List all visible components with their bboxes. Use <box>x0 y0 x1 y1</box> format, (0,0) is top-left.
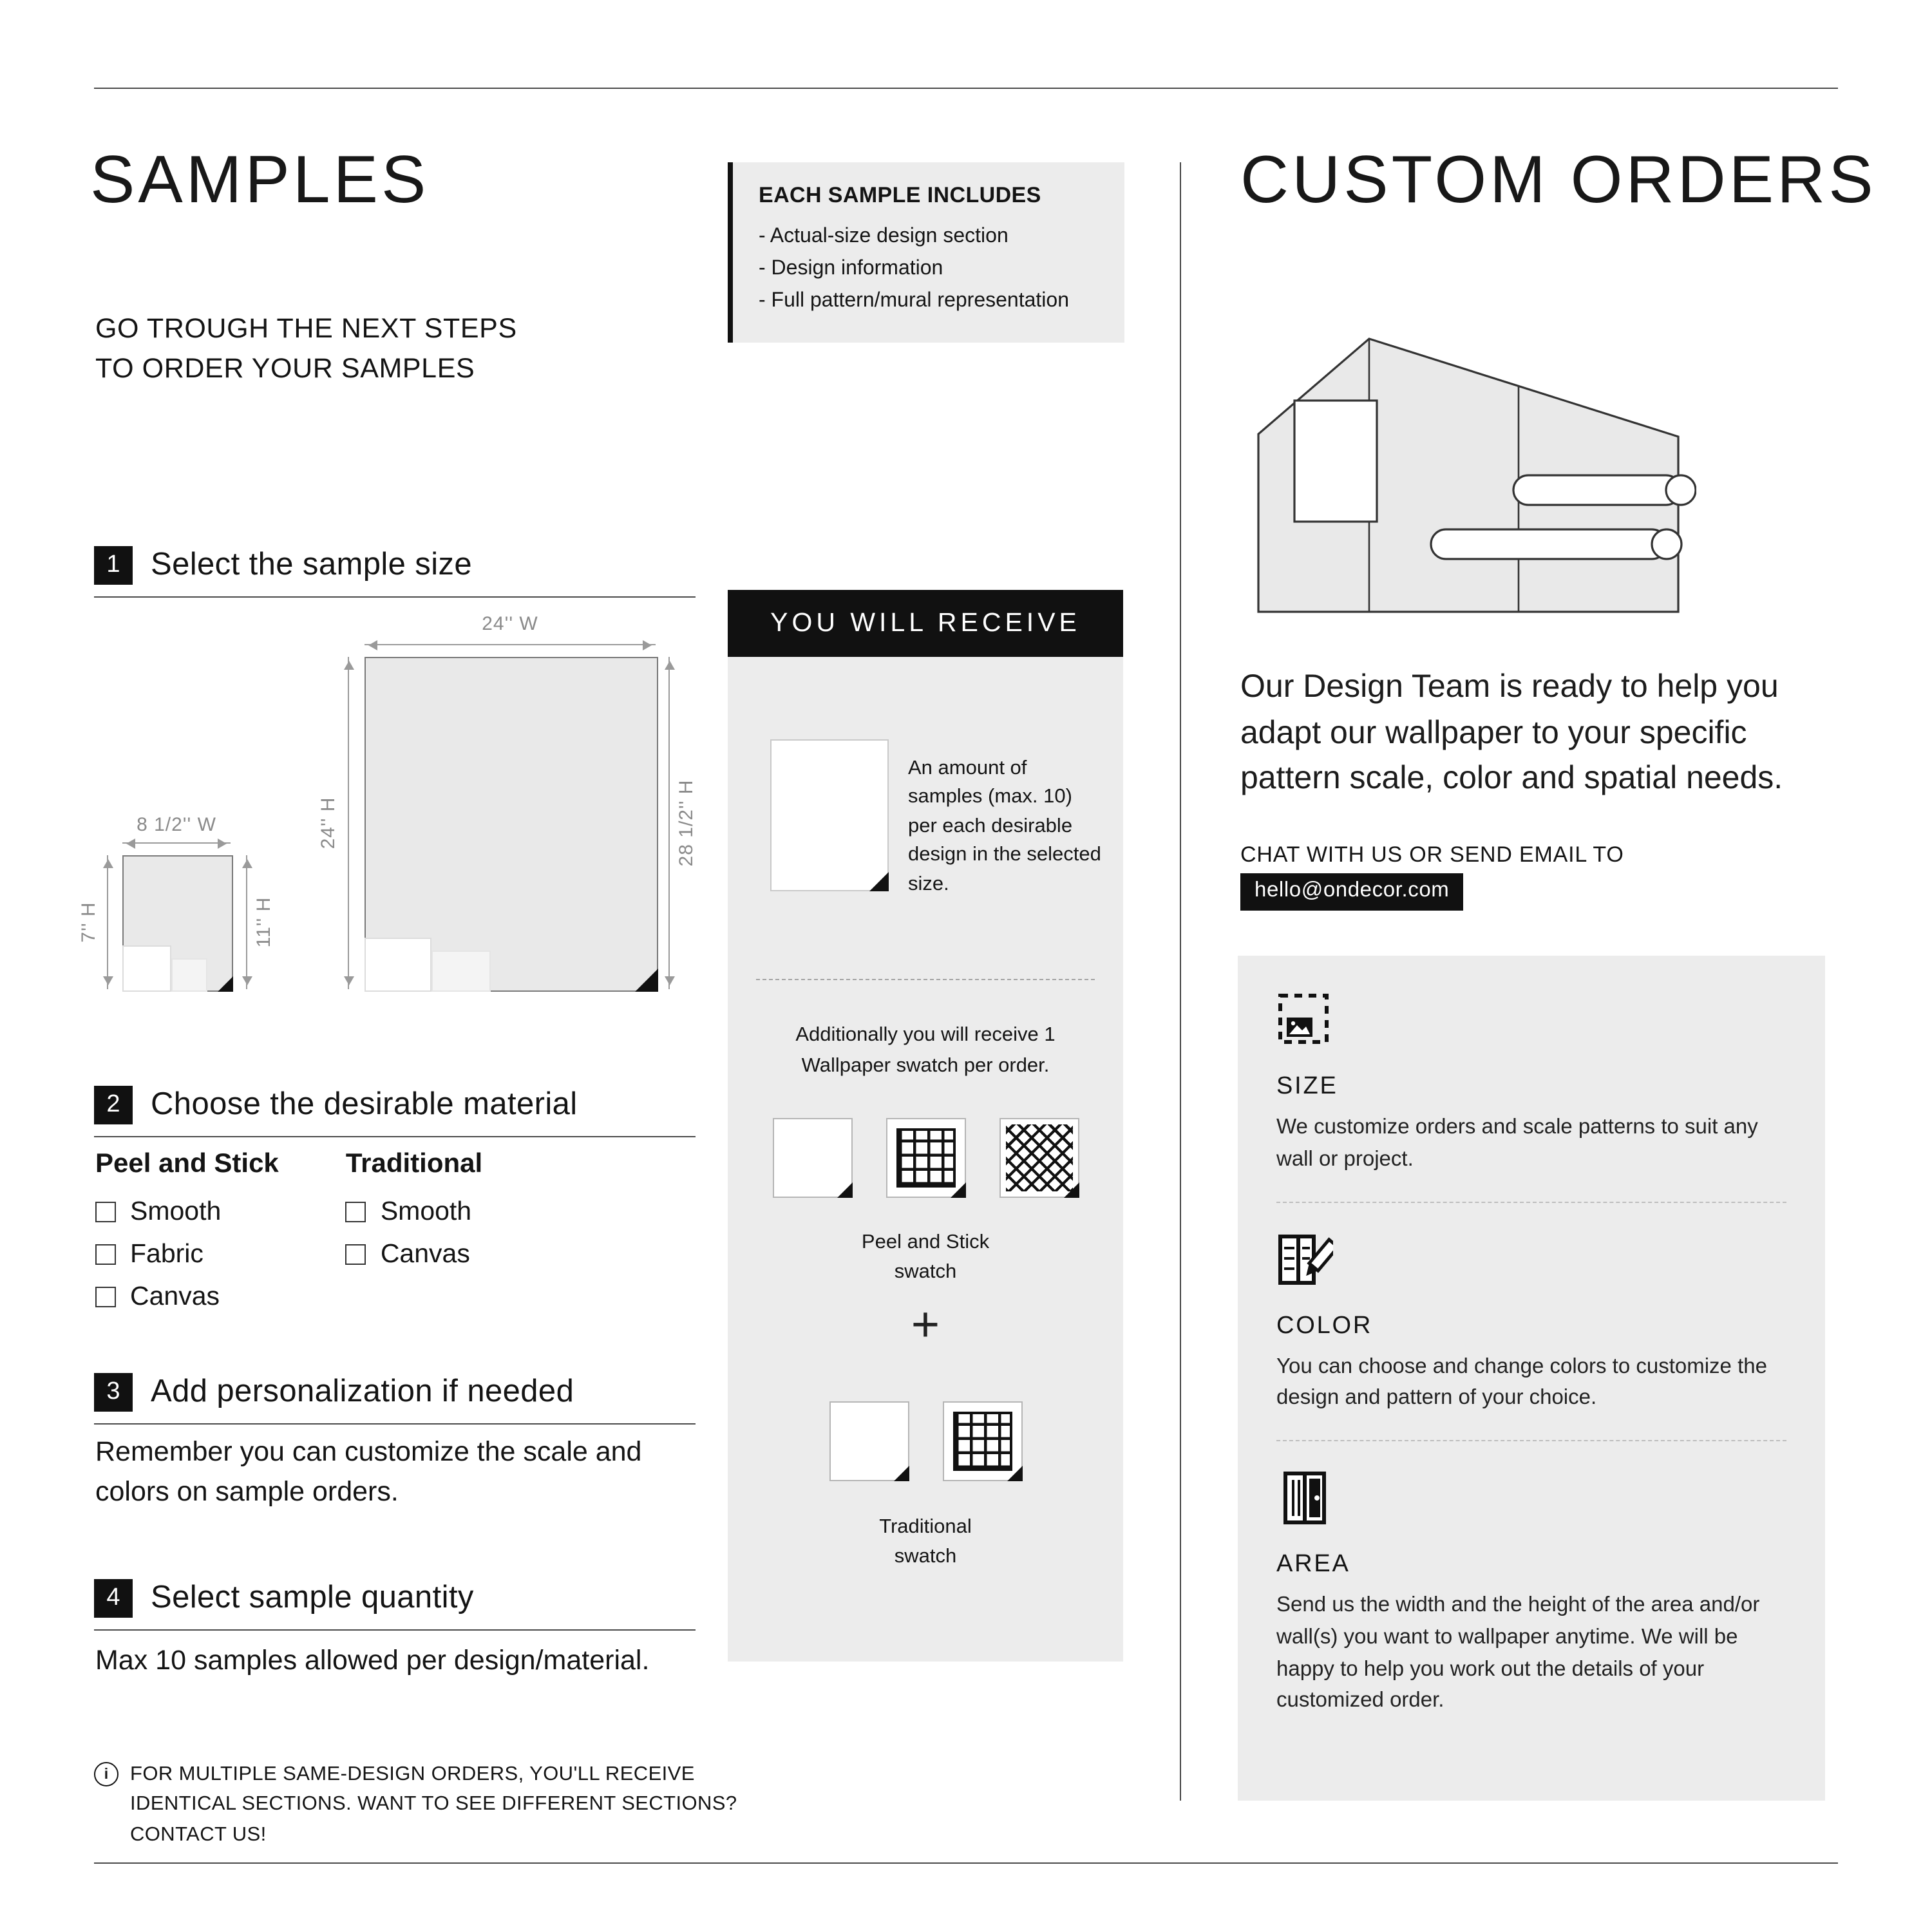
small-sample-height-dim-right <box>246 855 247 989</box>
small-sample-inner-swatch <box>122 945 171 992</box>
material-option <box>95 1282 279 1312</box>
step-3-label: Add personalization if needed <box>151 1374 574 1409</box>
traditional-title: Traditional <box>345 1149 483 1179</box>
includes-item: - Full pattern/mural representation <box>759 289 1069 312</box>
house-wallpaper-illustration <box>1238 326 1696 617</box>
large-sample-width-dim <box>365 644 656 645</box>
grid-swatch-icon <box>942 1401 1022 1481</box>
material-option-label: Canvas <box>380 1239 470 1269</box>
folded-corner-icon <box>1063 1182 1079 1198</box>
framed-panel <box>1294 401 1377 522</box>
material-option-label: Fabric <box>130 1239 204 1269</box>
dashed-divider <box>1276 1201 1786 1202</box>
materials-section <box>95 1149 482 1324</box>
traditional-swatch-label <box>728 1512 1123 1572</box>
grid-swatch-icon <box>886 1118 965 1198</box>
peel-swatch-label-line2: swatch <box>894 1261 957 1283</box>
peel-and-stick-title: Peel and Stick <box>95 1149 279 1179</box>
step-4-label: Select sample quantity <box>151 1580 474 1615</box>
step-4-number: 4 <box>94 1579 133 1618</box>
checkbox[interactable] <box>346 1202 366 1222</box>
wallpaper-roll-icon <box>1431 529 1681 559</box>
custom-orders-panel <box>1238 956 1825 1801</box>
each-sample-includes-box <box>728 162 1124 343</box>
checkbox[interactable] <box>95 1244 116 1265</box>
grid-pattern <box>952 1412 1012 1471</box>
feature-size-text: We customize orders and scale patterns to suit any wall or project. <box>1276 1115 1758 1171</box>
dashed-divider <box>756 979 1095 980</box>
feature-color-text: You can choose and change colors to customize the design and pattern of your choice. <box>1276 1354 1767 1410</box>
large-sample-inner-swatch-2 <box>431 951 491 992</box>
material-option <box>346 1197 482 1227</box>
small-sample-height-label: 7'' H <box>78 902 100 943</box>
sample-page-icon <box>770 739 889 891</box>
samples-title: SAMPLES <box>90 143 430 218</box>
material-option <box>346 1239 482 1270</box>
material-option-label: Smooth <box>130 1197 222 1226</box>
peel-swatch-label <box>728 1227 1123 1287</box>
step-1 <box>94 546 696 598</box>
checkbox[interactable] <box>95 1287 116 1307</box>
custom-orders-intro: Our Design Team is ready to help you adapt our wallpaper to your specific pattern scale, color and spatial needs. <box>1240 668 1783 796</box>
step-2-number: 2 <box>94 1086 133 1124</box>
folded-corner-icon <box>635 969 658 992</box>
large-sample-full-height-label: 28 1/2'' H <box>676 779 697 867</box>
includes-title: EACH SAMPLE INCLUDES <box>759 183 1041 207</box>
info-note-text: FOR MULTIPLE SAME-DESIGN ORDERS, YOU'LL RECEIVE IDENTICAL SECTIONS. WANT TO SEE DIFFERENT SECTIONS? CONTACT US! <box>130 1763 737 1845</box>
traditional-column <box>346 1149 482 1324</box>
includes-item: - Actual-size design section <box>759 225 1009 247</box>
step-3 <box>94 1373 696 1425</box>
large-sample-height-dim-right <box>668 657 670 989</box>
large-sample-height-dim-left <box>348 657 349 989</box>
personalization-note: Remember you can customize the scale and colors on sample orders. <box>95 1436 642 1507</box>
feature-color-title: COLOR <box>1276 1312 1373 1339</box>
folded-corner-icon <box>950 1182 965 1198</box>
step-2-label: Choose the desirable material <box>151 1087 578 1122</box>
size-icon <box>1276 992 1333 1048</box>
folded-corner-icon <box>869 872 889 891</box>
traditional-swatch-label-line2: swatch <box>894 1546 957 1568</box>
material-option-label: Smooth <box>380 1197 472 1226</box>
feature-area-title: AREA <box>1276 1551 1350 1578</box>
you-will-receive-banner: YOU WILL RECEIVE <box>728 590 1123 657</box>
peel-and-stick-column <box>95 1149 279 1324</box>
folded-corner-icon <box>837 1182 852 1198</box>
large-sample-swatch <box>365 657 658 992</box>
folded-corner-icon <box>218 976 233 992</box>
info-note <box>94 1759 918 1850</box>
receive-samples-text: An amount of samples (max. 10) per each desirable design in the selected size. <box>908 757 1101 895</box>
checkbox[interactable] <box>95 1202 116 1222</box>
small-sample-swatch <box>122 855 233 992</box>
traditional-swatch-row <box>728 1401 1123 1481</box>
plus-sign: + <box>911 1298 940 1352</box>
receive-additional-text: Additionally you will receive 1 Wallpaper swatch per order. <box>795 1024 1056 1077</box>
step-1-number: 1 <box>94 546 133 585</box>
top-rule <box>94 88 1838 89</box>
dashed-divider <box>1276 1440 1786 1441</box>
folded-corner-icon <box>893 1466 909 1481</box>
material-option-label: Canvas <box>130 1282 220 1311</box>
peel-swatch-label-line1: Peel and Stick <box>861 1231 990 1253</box>
large-sample-height-label: 24'' H <box>317 797 339 849</box>
samples-intro <box>95 309 517 390</box>
step-4 <box>94 1579 696 1631</box>
peel-and-stick-swatch-row <box>728 1118 1123 1198</box>
email-chip[interactable]: hello@ondecor.com <box>1240 873 1463 911</box>
custom-orders-title: CUSTOM ORDERS <box>1240 143 1877 218</box>
area-icon <box>1276 1470 1333 1526</box>
small-sample-inner-swatch-2 <box>171 958 207 992</box>
traditional-swatch-label-line1: Traditional <box>879 1516 972 1538</box>
step-3-number: 3 <box>94 1373 133 1412</box>
chat-with-us-label: CHAT WITH US OR SEND EMAIL TO <box>1240 842 1624 867</box>
feature-area-text: Send us the width and the height of the area and/or wall(s) you want to wallpaper anytime. We will be happy to help you work out the details of your customized order. <box>1276 1593 1760 1712</box>
small-sample-height-dim-left <box>107 855 108 989</box>
bottom-rule <box>94 1862 1838 1864</box>
feature-size-title: SIZE <box>1276 1073 1338 1100</box>
includes-item: - Design information <box>759 257 943 279</box>
quantity-note: Max 10 samples allowed per design/material. <box>95 1645 650 1676</box>
crosshatch-pattern <box>1005 1124 1072 1191</box>
large-sample-width-label: 24'' W <box>482 613 538 635</box>
plain-swatch-icon <box>829 1401 909 1481</box>
step-2 <box>94 1086 696 1137</box>
samples-intro-line1: GO TROUGH THE NEXT STEPS <box>95 313 517 344</box>
column-divider <box>1180 162 1181 1801</box>
you-will-receive-panel <box>728 657 1123 1662</box>
small-sample-full-height-label: 11'' H <box>253 896 275 948</box>
large-sample-inner-swatch <box>365 938 431 992</box>
step-1-label: Select the sample size <box>151 547 473 582</box>
samples-intro-line2: TO ORDER YOUR SAMPLES <box>95 353 475 384</box>
info-icon: i <box>94 1762 118 1786</box>
plain-swatch-icon <box>772 1118 852 1198</box>
material-option <box>95 1239 279 1270</box>
wallpaper-roll-icon <box>1513 475 1696 505</box>
color-icon <box>1276 1231 1333 1287</box>
checkbox[interactable] <box>346 1244 366 1265</box>
small-sample-width-label: 8 1/2'' W <box>137 814 216 836</box>
crosshatch-swatch-icon <box>999 1118 1079 1198</box>
small-sample-width-dim <box>122 842 231 844</box>
folded-corner-icon <box>1007 1466 1022 1481</box>
grid-pattern <box>896 1128 955 1188</box>
sample-size-diagram <box>78 613 697 999</box>
material-option <box>95 1197 279 1227</box>
